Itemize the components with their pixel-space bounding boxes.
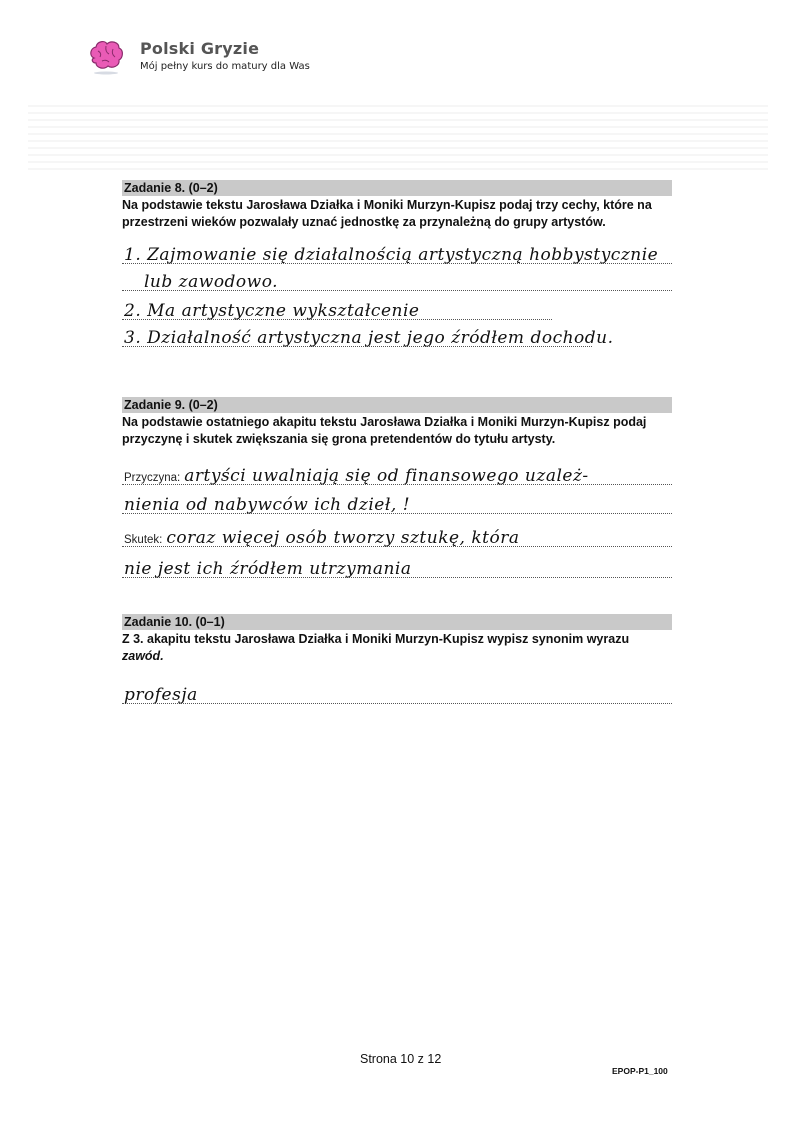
brand-header: [86, 36, 310, 76]
task-question: Na podstawie tekstu Jarosława Działka i Moniki Murzyn-Kupisz podaj trzy cechy, które na przestrzeni wieków pozwalały uznać jednostkę za przynależną do grupy artystów.: [122, 198, 652, 229]
brain-icon: [86, 36, 126, 76]
answer-line: [122, 514, 672, 547]
handwritten-answer: 3. Działalność artystyczna jest jego źródłem dochodu.: [124, 328, 614, 348]
task-8: [122, 180, 672, 347]
answer-line: [122, 448, 672, 485]
handwritten-answer: 1. Zajmowanie się działalnością artystyczną hobbystycznie: [124, 245, 659, 265]
cause-answer: Przyczyna: artyści uwalniają się od finansowego uzależ-: [124, 466, 589, 486]
handwritten-answer: lub zawodowo.: [144, 272, 279, 292]
task-10: [122, 614, 672, 704]
page-number: Strona 10 z 12: [360, 1052, 442, 1066]
brand-name: Polski Gryzie: [140, 39, 260, 58]
answer-line: [122, 320, 614, 348]
answer-line: [122, 291, 552, 320]
handwritten-answer: nie jest ich źródłem utrzymania: [124, 559, 412, 579]
cause-label: Przyczyna:: [124, 472, 181, 484]
handwritten-answer: profesja: [124, 685, 198, 705]
answer-line: [122, 485, 672, 514]
task-header: Zadanie 9. (0–2): [122, 397, 672, 413]
task-question: Z 3. akapitu tekstu Jarosława Działka i Moniki Murzyn-Kupisz wypisz synonim wyrazu zawód.: [122, 632, 630, 663]
answer-line: [122, 665, 672, 704]
exam-code: EPOP-P1_100: [612, 1066, 668, 1076]
handwritten-answer: 2. Ma artystyczne wykształcenie: [124, 301, 420, 321]
task-header: Zadanie 10. (0–1): [122, 614, 672, 630]
task-9: [122, 397, 672, 578]
scan-background-noise: [28, 100, 768, 170]
answer-line: [122, 231, 672, 264]
brand-tagline: Mój pełny kurs do matury dla Was: [140, 61, 310, 72]
answer-line: [122, 264, 672, 291]
effect-answer: Skutek: coraz więcej osób tworzy sztukę, która: [124, 528, 520, 548]
handwritten-answer: nienia od nabywców ich dzieł, !: [124, 495, 411, 515]
effect-label: Skutek:: [124, 534, 163, 546]
italic-word: zawód.: [122, 649, 164, 663]
task-header: Zadanie 8. (0–2): [122, 180, 672, 196]
task-question: Na podstawie ostatniego akapitu tekstu Jarosława Działka i Moniki Murzyn-Kupisz podaj przyczynę i skutek zwiększania się grona pretendentów do tytułu artysty.: [122, 415, 647, 446]
answer-line: [122, 547, 672, 578]
